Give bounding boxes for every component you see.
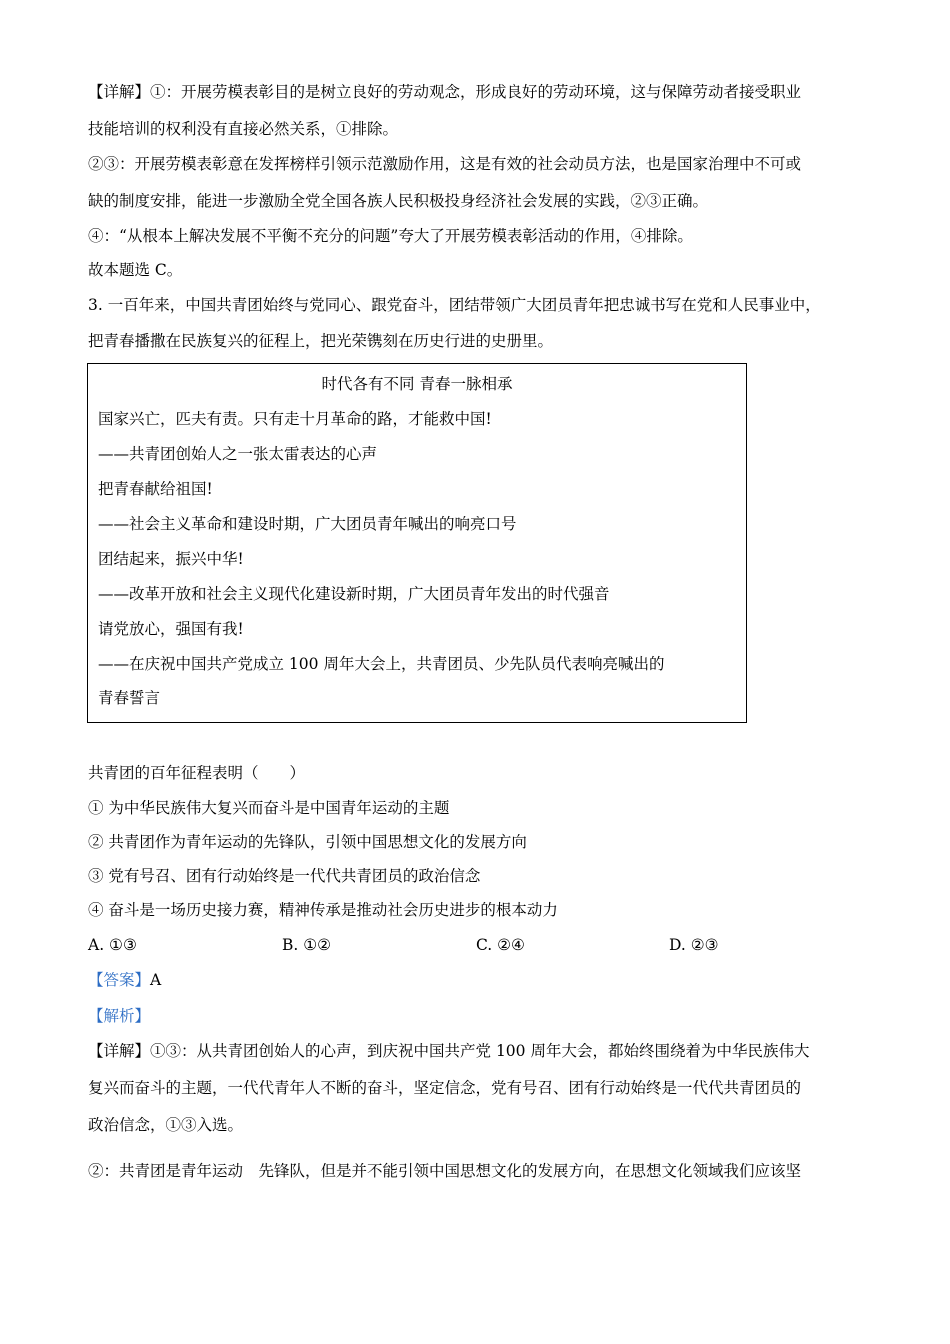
detail-paragraph-1-line-1: 【详解】①：开展劳模表彰目的是树立良好的劳动观念，形成良好的劳动环境，这与保障劳动者接受职业: [88, 83, 802, 101]
detail-paragraph-2-line-1: ②③：开展劳模表彰意在发挥榜样引领示范激励作用，这是有效的社会动员方法，也是国家治理中不可或: [88, 155, 802, 173]
question-stem-line-1: 3. 一百年来，中国共青团始终与党同心、跟党奋斗，团结带领广大团员青年把忠诚书写在党和人民事业中，: [88, 296, 821, 314]
material-line: ——在庆祝中国共产党成立 100 周年大会上，共青团员、少先队员代表响亮喊出的: [98, 655, 665, 673]
answer-detail-line-4: ②：共青团是青年运动 先锋队，但是并不能引领中国思想文化的发展方向，在思想文化领域我们应该坚: [88, 1162, 802, 1180]
answer-value: A: [150, 971, 162, 989]
detail-tag: 【详解】: [88, 83, 151, 101]
question-stem-line-2: 把青春播撒在民族复兴的征程上，把光荣镌刻在历史行进的史册里。: [88, 332, 554, 350]
material-box: [87, 363, 747, 723]
answer-detail-line-2: 复兴而奋斗的主题，一代代青年人不断的奋斗，坚定信念，党有号召、团有行动始终是一代代共青团员的: [88, 1079, 802, 1097]
material-line: 把青春献给祖国!: [98, 480, 213, 498]
detail-paragraph-3: ④：“从根本上解决发展不平衡不充分的问题”夸大了开展劳模表彰活动的作用，④排除。: [88, 227, 693, 245]
answer-detail-line-1: 【详解】①③：从共青团创始人的心声，到庆祝中国共产党 100 周年大会，都始终围绕着为中华民族伟大: [88, 1042, 810, 1060]
statement-4: ④ 奋斗是一场历史接力赛，精神传承是推动社会历史进步的根本动力: [88, 901, 558, 919]
conclusion: 故本题选 C。: [88, 261, 183, 279]
option-a: A. ①③: [88, 936, 137, 954]
material-line: 请党放心，强国有我!: [98, 620, 244, 638]
material-line: ——社会主义革命和建设时期，广大团员青年喊出的响亮口号: [98, 515, 517, 533]
answer-line: [88, 970, 161, 990]
material-title: 时代各有不同 青春一脉相承: [321, 375, 513, 393]
detail-paragraph-1-line-2: 技能培训的权利没有直接必然关系，①排除。: [88, 120, 399, 138]
material-line: 国家兴亡，匹夫有责。只有走十月革命的路，才能救中国!: [98, 410, 492, 428]
material-line: 青春誓言: [98, 689, 161, 707]
answer-detail-line-3: 政治信念，①③入选。: [88, 1116, 244, 1134]
answer-detail-tag: 【详解】: [88, 1042, 151, 1060]
option-c: C. ②④: [476, 936, 525, 954]
option-d: D. ②③: [669, 936, 719, 954]
option-b: B. ①②: [282, 936, 332, 954]
analysis-tag: 【解析】: [88, 1007, 151, 1025]
statement-1: ① 为中华民族伟大复兴而奋斗是中国青年运动的主题: [88, 799, 450, 817]
statement-2: ② 共青团作为青年运动的先锋队，引领中国思想文化的发展方向: [88, 833, 527, 851]
material-line: ——共青团创始人之一张太雷表达的心声: [98, 445, 378, 463]
material-line: 团结起来，振兴中华!: [98, 550, 244, 568]
answer-tag: 【答案】: [88, 971, 151, 989]
question-prompt: 共青团的百年征程表明（ ）: [88, 764, 306, 782]
detail-paragraph-2-line-2: 缺的制度安排，能进一步激励全党全国各族人民积极投身经济社会发展的实践，②③正确。: [88, 192, 709, 210]
material-line: ——改革开放和社会主义现代化建设新时期，广大团员青年发出的时代强音: [98, 585, 610, 603]
statement-3: ③ 党有号召、团有行动始终是一代代共青团员的政治信念: [88, 867, 481, 885]
